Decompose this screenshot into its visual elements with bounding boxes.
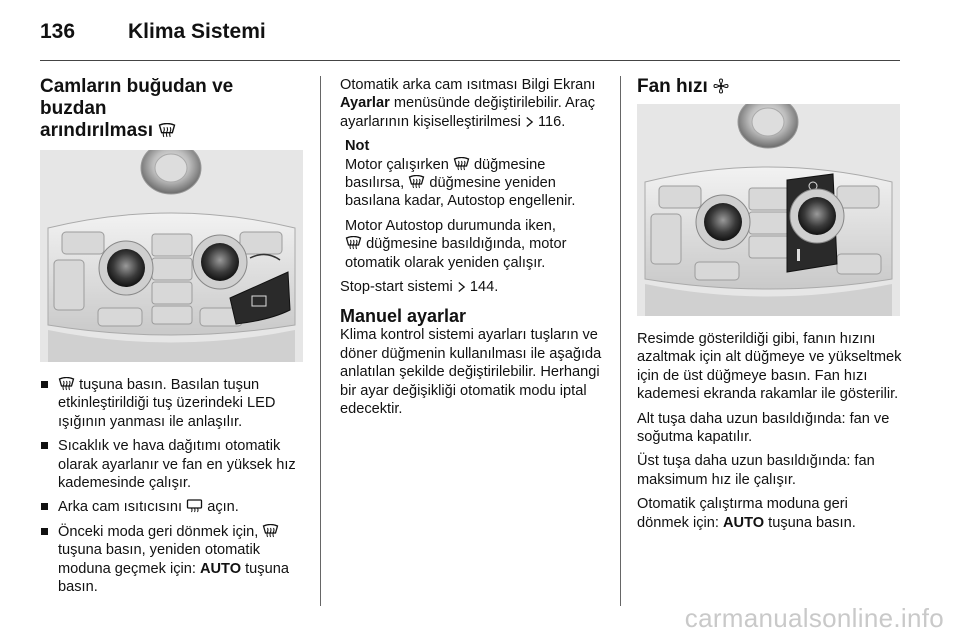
manual-settings-paragraph: Klima kontrol sistemi ayarları tuşların ve döner düğmenin kullanılması ile aşağıda anlatılan şekilde değiştirilebilir. Herhangi bir ayar değişikliği otomatik modu iptal edecektir. xyxy=(340,327,602,418)
fan-off-paragraph: Alt tuşa daha uzun basıldığında: fan ve soğutma kapatılır. xyxy=(637,410,890,446)
column-left xyxy=(40,76,304,602)
climate-panel-photo-defrost xyxy=(40,150,303,362)
column-middle xyxy=(340,76,606,425)
stop-start-reference: Stop-start sistemi 144. xyxy=(340,279,499,296)
note-title: Not xyxy=(345,138,370,155)
list-item: Sıcaklık ve hava dağıtımı otomatik olarak ayarlanır ve fan en yüksek hız kademesinde çalışır. xyxy=(40,437,304,492)
bullet-marker xyxy=(41,381,48,388)
chapter-title: Klima Sistemi xyxy=(128,20,266,43)
auto-return-paragraph: Otomatik çalıştırma moduna geri dönmek için: AUTO tuşuna basın. xyxy=(637,496,856,531)
defrost-steps-list xyxy=(40,376,304,596)
note-paragraph: Motor çalışırken düğmesine basılırsa, düğmesine yeniden basılana kadar, Autostop engellenir. xyxy=(345,156,576,210)
bullet-marker xyxy=(41,528,48,535)
header-rule xyxy=(40,60,900,61)
rear-window-heater-icon xyxy=(186,499,203,513)
page-header xyxy=(40,20,920,44)
fan-max-paragraph: Üst tuşa daha uzun basıldığında: fan maksimum hız ile çalışır. xyxy=(637,453,875,488)
watermark: carmanualsonline.info xyxy=(684,603,944,633)
list-item: tuşuna basın. Basılan tuşun etkinleştirildiği tuş üzerindeki LED ışığının yanması ile anlaşılır. xyxy=(40,376,304,431)
page-reference-arrow-icon xyxy=(457,281,466,293)
fan-speed-paragraph: Resimde gösterildiği gibi, fanın hızını azaltmak için alt düğmeye ve yükseltmek için de üst düğmeye basın. Fan hızı kademesi ekranda rakamlar ile gösterilir. xyxy=(637,331,902,403)
page-reference-arrow-icon xyxy=(525,116,534,128)
list-item: Arka cam ısıtıcısını açın. xyxy=(40,498,304,516)
defrost-icon xyxy=(158,123,176,138)
section-heading-defrost: Camların buğudan ve buzdan arındırılması xyxy=(40,76,234,141)
auto-rear-heat-paragraph: Otomatik arka cam ısıtması Bilgi Ekranı Ayarlar menüsünde değiştirilebilir. Araç ayarlarının kişiselleştirilmesi 116. xyxy=(340,77,596,130)
fan-icon xyxy=(713,78,729,94)
defrost-icon xyxy=(345,236,362,250)
section-heading-manual: Manuel ayarlar xyxy=(340,306,467,327)
defrost-icon xyxy=(58,377,75,391)
column-divider xyxy=(620,76,621,606)
section-heading-fan-speed: Fan hızı xyxy=(637,76,903,98)
note-box xyxy=(345,137,606,272)
column-divider xyxy=(320,76,321,606)
column-right xyxy=(637,76,903,538)
defrost-icon xyxy=(408,175,425,189)
defrost-icon xyxy=(453,157,470,171)
list-item: Önceki moda geri dönmek için, tuşuna basın, yeniden otomatik moduna geçmek için: AUTO tuşuna basın. xyxy=(40,523,304,597)
defrost-icon xyxy=(262,524,279,538)
page-number: 136 xyxy=(40,20,76,43)
bullet-marker xyxy=(41,442,48,449)
climate-panel-photo-fan xyxy=(637,104,900,316)
note-paragraph: Motor Autostop durumunda iken, düğmesine basıldığında, motor otomatik olarak yeniden çalışır. xyxy=(345,217,567,271)
bullet-marker xyxy=(41,503,48,510)
